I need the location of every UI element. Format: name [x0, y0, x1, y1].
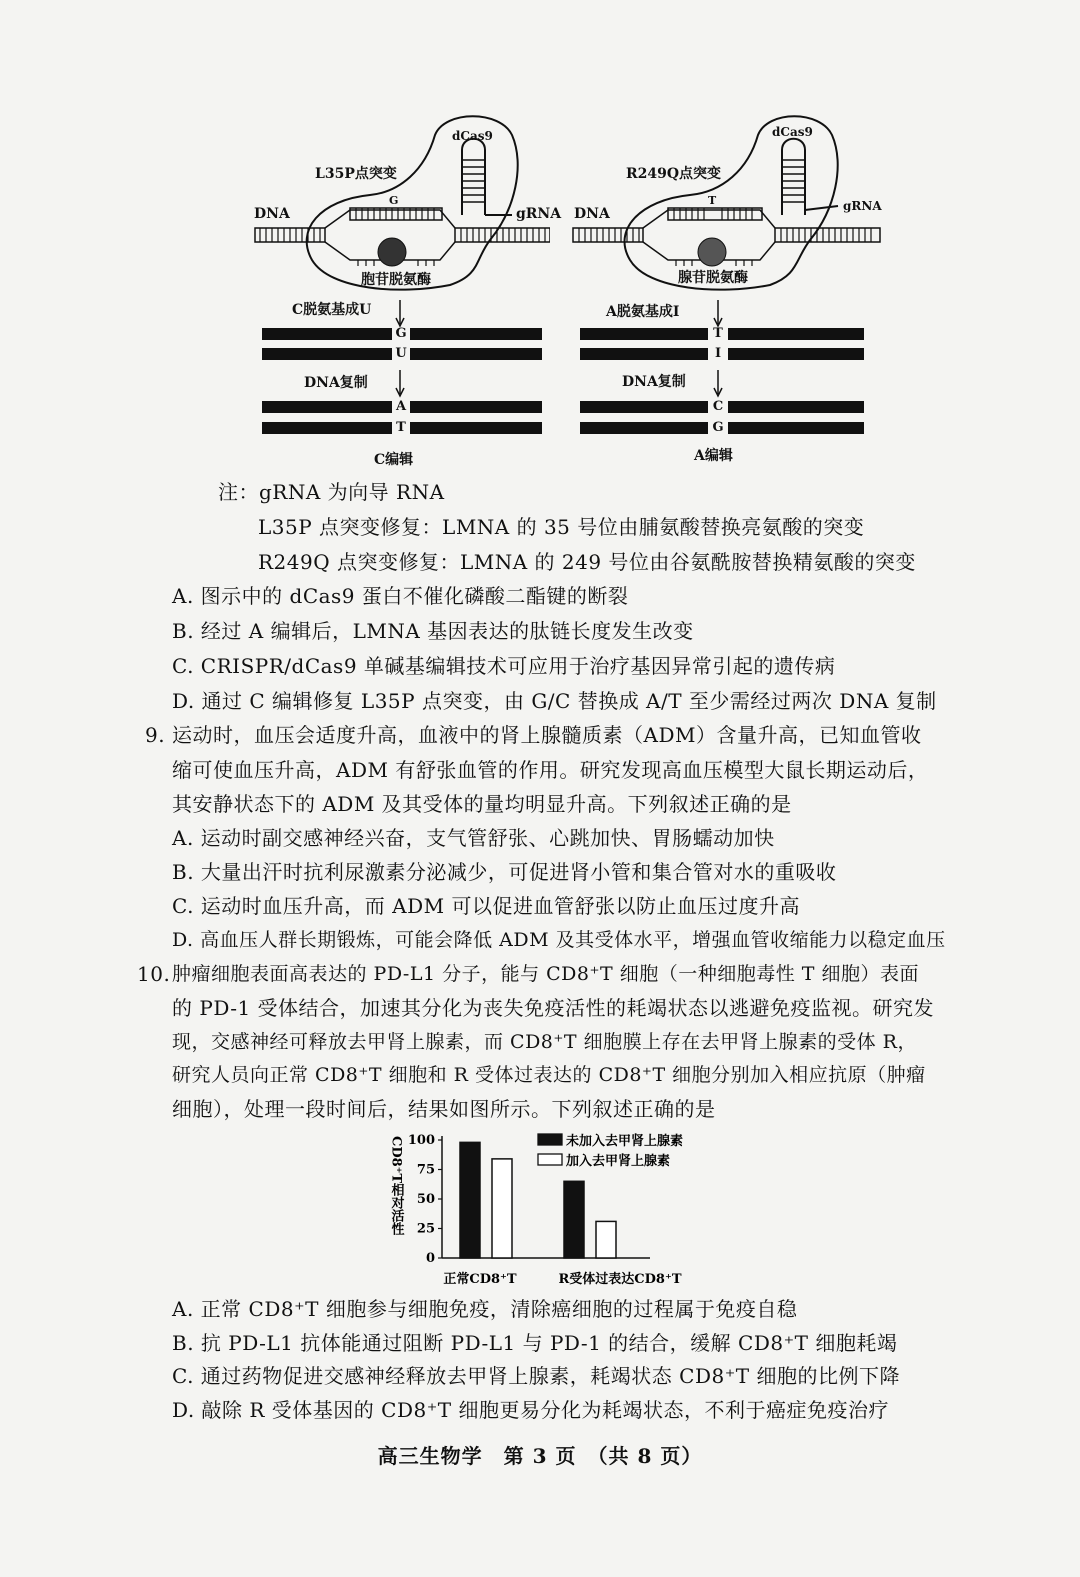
y-tick-label: 25 [416, 1221, 435, 1237]
legend-label: 未加入去甲肾上腺素 [566, 1134, 684, 1149]
activity-bar-chart [380, 1128, 720, 1290]
left-arrow-1 [396, 300, 404, 326]
right-strand-bar [728, 401, 864, 413]
left-grna-label: gRNA [516, 206, 562, 222]
bar-with-noradrenaline [492, 1159, 512, 1258]
right-enzyme-label: 腺苷脱氨酶 [678, 270, 748, 286]
y-tick-label: 0 [425, 1251, 435, 1266]
q10-option-c: C. 通过药物促进交感神经释放去甲肾上腺素，耗竭状态 CD8⁺T 细胞的比例下降 [172, 1364, 900, 1388]
right-strand-bar [728, 348, 864, 360]
right-mutation-label: R249Q点突变 [626, 166, 722, 182]
q9-option-c: C. 运动时血压升高，而 ADM 可以促进血管舒张以防止血压过度升高 [172, 894, 800, 918]
right-base: C [712, 399, 724, 414]
x-category-label: 正常CD8⁺T [443, 1272, 517, 1287]
right-grna-label: gRNA [843, 199, 882, 213]
right-strand-bar [580, 348, 708, 360]
right-base: T [713, 326, 723, 341]
right-dna-duplex [573, 208, 880, 266]
left-strand-bar [262, 328, 392, 340]
page-footer: 高三生物学 第 3 页 （共 8 页） [377, 1444, 703, 1468]
q10-stem-line: 细胞），处理一段时间后，结果如图所示。下列叙述正确的是 [172, 1097, 716, 1121]
right-base: I [714, 346, 722, 361]
right-base: G [712, 420, 724, 435]
note-line: L35P 点突变修复：LMNA 的 35 号位由脯氨酸替换亮氨酸的突变 [258, 515, 865, 539]
q9-stem-line: 缩可使血压升高，ADM 有舒张血管的作用。研究发现高血压模型大鼠长期运动后， [172, 758, 929, 782]
right-dcas9-label: dCas9 [772, 125, 813, 139]
q9-option-d: D. 高血压人群长期锻炼，可能会降低 ADM 及其受体水平，增强血管收缩能力以稳定血压 [172, 929, 946, 951]
left-base: U [395, 346, 407, 361]
left-enzyme-label: 胞苷脱氨酶 [361, 272, 431, 288]
q8-option-c: C. CRISPR/dCas9 单碱基编辑技术可应用于治疗基因异常引起的遗传病 [172, 654, 836, 678]
q8-option-d: D. 通过 C 编辑修复 L35P 点突变，由 G/C 替换成 A/T 至少需经过两次 DNA 复制 [172, 689, 937, 713]
left-dcas9-label: dCas9 [452, 129, 493, 143]
left-step1-label: C脱氨基成U [292, 302, 372, 318]
q10-stem-line: 现，交感神经可释放去甲肾上腺素，而 CD8⁺T 细胞膜上存在去甲肾上腺素的受体 R， [172, 1031, 917, 1053]
right-deaminase-icon [698, 238, 726, 266]
q10-number: 10. [137, 962, 171, 986]
left-caption: C编辑 [374, 452, 414, 468]
left-dna-label: DNA [254, 206, 290, 222]
q8-option-b: B. 经过 A 编辑后，LMNA 基因表达的肽链长度发生改变 [172, 619, 694, 643]
bar-without-noradrenaline [460, 1142, 480, 1258]
legend-swatch [538, 1154, 562, 1165]
y-axis-label: CD8⁺T相对活性 [388, 1136, 404, 1236]
left-base: G [395, 326, 407, 341]
left-strand-bar [262, 401, 392, 413]
q10-stem-line: 肿瘤细胞表面高表达的 PD-L1 分子，能与 CD8⁺T 细胞（一种细胞毒性 T 细胞）表面 [172, 963, 919, 985]
left-deaminase-icon [378, 238, 406, 266]
left-strand-bar [262, 422, 392, 434]
right-strand-bar [728, 422, 864, 434]
right-strand-bar [580, 401, 708, 413]
left-strand-bar [410, 328, 542, 340]
left-g-mark: G [389, 194, 399, 207]
left-grna-hairpin [462, 139, 485, 215]
q10-stem-line: 研究人员向正常 CD8⁺T 细胞和 R 受体过表达的 CD8⁺T 细胞分别加入相应抗原（肿瘤 [172, 1064, 926, 1086]
right-strand-bar [728, 328, 864, 340]
note-line: R249Q 点突变修复：LMNA 的 249 号位由谷氨酰胺替换精氨酸的突变 [258, 550, 916, 574]
bar-with-noradrenaline [596, 1221, 616, 1258]
right-t-mark: T [708, 194, 717, 207]
right-arrow-2 [714, 370, 722, 396]
q10-stem-line: 的 PD-1 受体结合，加速其分化为丧失免疫活性的耗竭状态以逃避免疫监视。研究发 [172, 996, 935, 1020]
q10-option-a: A. 正常 CD8⁺T 细胞参与细胞免疫，清除癌细胞的过程属于免疫自稳 [172, 1297, 798, 1321]
legend-swatch [538, 1134, 562, 1145]
left-base: A [395, 399, 407, 414]
bar-without-noradrenaline [564, 1181, 584, 1258]
right-arrow-1 [714, 300, 722, 326]
right-grna-hairpin [782, 139, 805, 215]
left-strand-bar [410, 401, 542, 413]
q9-stem-line: 其安静状态下的 ADM 及其受体的量均明显升高。下列叙述正确的是 [172, 792, 792, 816]
right-strand-bar [580, 422, 708, 434]
left-strand-bar [410, 422, 542, 434]
left-base: T [396, 420, 406, 435]
legend-label: 加入去甲肾上腺素 [566, 1154, 671, 1169]
right-caption: A编辑 [694, 448, 733, 464]
right-step2-label: DNA复制 [622, 374, 686, 390]
q9-stem-line: 运动时，血压会适度升高，血液中的肾上腺髓质素（ADM）含量升高，已知血管收 [172, 723, 922, 747]
q9-option-a: A. 运动时副交感神经兴奋，支气管舒张、心跳加快、胃肠蠕动加快 [172, 826, 775, 850]
x-category-label: R受体过表达CD8⁺T [558, 1272, 682, 1287]
left-step2-label: DNA复制 [304, 375, 368, 391]
left-strand-bar [262, 348, 392, 360]
y-tick-label: 75 [416, 1162, 435, 1178]
right-dna-label: DNA [574, 206, 610, 222]
left-mutation-label: L35P点突变 [315, 166, 397, 182]
left-arrow-2 [396, 370, 404, 396]
y-tick-label: 50 [416, 1192, 435, 1207]
q10-option-b: B. 抗 PD-L1 抗体能通过阻断 PD-L1 与 PD-1 的结合，缓解 CD8⁺T 细胞耗竭 [172, 1331, 898, 1355]
q10-option-d: D. 敲除 R 受体基因的 CD8⁺T 细胞更易分化为耗竭状态，不利于癌症免疫治疗 [172, 1398, 889, 1422]
y-tick-label: 100 [407, 1133, 435, 1148]
right-strand-bar [580, 328, 708, 340]
left-strand-bar [410, 348, 542, 360]
q9-number: 9. [145, 723, 166, 747]
right-step1-label: A脱氨基成I [606, 304, 680, 320]
q9-option-b: B. 大量出汗时抗利尿激素分泌减少，可促进肾小管和集合管对水的重吸收 [172, 860, 837, 884]
q8-option-a: A. 图示中的 dCas9 蛋白不催化磷酸二酯键的断裂 [172, 584, 629, 608]
note-line: 注：gRNA 为向导 RNA [218, 480, 445, 504]
